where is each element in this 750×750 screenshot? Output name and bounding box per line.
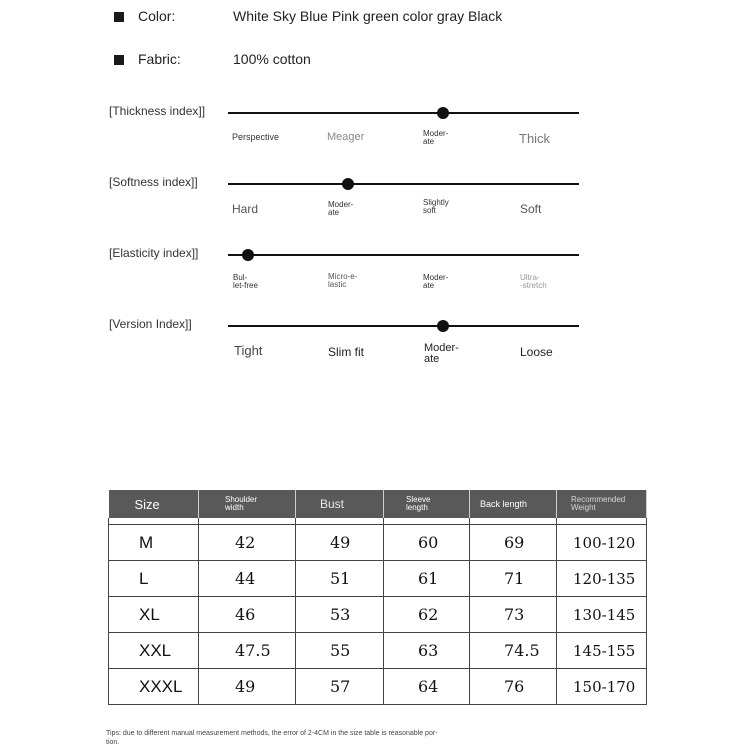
color-label: Color:	[138, 8, 176, 24]
cell-shoulder: 44	[199, 561, 296, 597]
index-title: [Version Index]]	[109, 317, 192, 331]
index-level: Thick	[519, 131, 551, 146]
fabric-label: Fabric:	[138, 51, 181, 67]
fabric-value: 100% cotton	[233, 51, 311, 67]
index-scale-line	[228, 325, 579, 327]
cell-sleeve: 63	[384, 633, 470, 669]
size-table-header	[109, 490, 647, 518]
index-title: [Thickness index]]	[109, 104, 206, 118]
index-level: Moder- ate	[424, 342, 459, 365]
tips-note: Tips: due to different manual measurement methods, the error of 2-4CM in the size table is reasonable por- tion.	[106, 730, 438, 746]
elasticity-index	[0, 246, 750, 314]
header-sleeve-length: Sleeve length	[384, 490, 470, 518]
bullet-square-icon	[114, 55, 124, 65]
cell-bust: 51	[296, 561, 384, 597]
index-level: Micro-e- lastic	[328, 272, 358, 289]
cell-size: M	[109, 525, 199, 561]
index-level: Hard	[232, 202, 259, 216]
cell-size: XL	[109, 597, 199, 633]
index-marker-dot	[342, 178, 354, 190]
cell-back: 71	[470, 561, 557, 597]
index-level: Soft	[520, 202, 542, 216]
cell-back: 76	[470, 669, 557, 705]
cell-size: L	[109, 561, 199, 597]
version-index	[0, 317, 750, 385]
index-level: Moder- ate	[423, 129, 449, 146]
table-row	[109, 525, 647, 561]
size-table	[108, 490, 647, 705]
index-level: Perspective	[232, 132, 280, 142]
cell-shoulder: 42	[199, 525, 296, 561]
cell-back: 74.5	[470, 633, 557, 669]
table-row	[109, 597, 647, 633]
index-marker-dot	[437, 320, 449, 332]
table-row	[109, 633, 647, 669]
cell-sleeve: 60	[384, 525, 470, 561]
cell-weight: 120-135	[557, 561, 647, 597]
cell-sleeve: 64	[384, 669, 470, 705]
index-marker-dot	[437, 107, 449, 119]
index-scale-line	[228, 254, 579, 256]
color-value: White Sky Blue Pink green color gray Black	[233, 8, 503, 24]
cell-weight: 130-145	[557, 597, 647, 633]
cell-size: XXL	[109, 633, 199, 669]
index-level: Tight	[234, 343, 263, 358]
index-title: [Softness index]]	[109, 175, 198, 189]
cell-size: XXXL	[109, 669, 199, 705]
cell-back: 69	[470, 525, 557, 561]
index-level: Moder- ate	[328, 200, 354, 217]
index-level: Ultra- -stretch	[520, 273, 547, 290]
index-scale-line	[228, 183, 579, 185]
cell-bust: 53	[296, 597, 384, 633]
index-scale-line	[228, 112, 579, 114]
bullet-square-icon	[114, 12, 124, 22]
cell-bust: 49	[296, 525, 384, 561]
header-recommended-weight: Recommended Weight	[557, 490, 647, 518]
cell-sleeve: 62	[384, 597, 470, 633]
table-row	[109, 561, 647, 597]
softness-index	[0, 175, 750, 243]
header-bust: Bust	[296, 490, 384, 518]
thickness-index	[0, 104, 750, 172]
cell-shoulder: 46	[199, 597, 296, 633]
index-level: Meager	[327, 131, 365, 143]
index-level: Slim fit	[328, 345, 364, 359]
header-back-length: Back length	[470, 490, 557, 518]
cell-weight: 100-120	[557, 525, 647, 561]
cell-shoulder: 49	[199, 669, 296, 705]
cell-back: 73	[470, 597, 557, 633]
index-title: [Elasticity index]]	[109, 246, 199, 260]
index-level: Bul- let-free	[233, 273, 258, 290]
cell-weight: 150-170	[557, 669, 647, 705]
cell-bust: 57	[296, 669, 384, 705]
cell-weight: 145-155	[557, 633, 647, 669]
cell-sleeve: 61	[384, 561, 470, 597]
index-marker-dot	[242, 249, 254, 261]
index-level: Loose	[520, 345, 553, 359]
cell-shoulder: 47.5	[199, 633, 296, 669]
index-level: Moder- ate	[423, 273, 449, 290]
table-row	[109, 669, 647, 705]
cell-bust: 55	[296, 633, 384, 669]
header-shoulder-width: Shoulder width	[199, 490, 296, 518]
header-size: Size	[109, 490, 199, 518]
index-level: Slightly soft	[423, 198, 449, 215]
